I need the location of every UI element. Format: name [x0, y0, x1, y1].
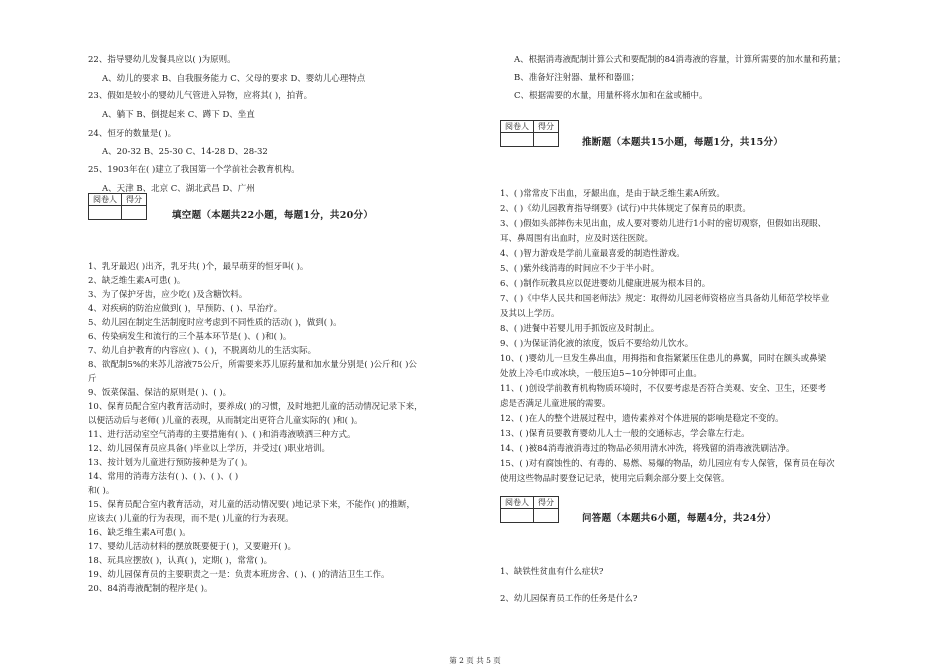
question-line: 25、1903年在( )建立了我国第一个学前社会教育机构。 [88, 165, 300, 175]
question-line: 20、84消毒液配制的程序是( )。 [88, 584, 213, 594]
question-line: 7、幼儿自护教育的内容应( )、( )，不脱离幼儿的生活实际。 [88, 346, 317, 356]
question-options: A、根据消毒液配制计算公式和要配制的84消毒液的容量，计算所需要的加水量和药量； [514, 55, 846, 65]
score-label: 得分 [534, 497, 559, 509]
question-options: B、准备好注射器、量杯和器皿； [514, 73, 640, 83]
question-line: 4、( )智力游戏是学前儿童最喜爱的制造性游戏。 [500, 249, 685, 259]
grader-cell [501, 509, 534, 523]
question-line: 14、常用的消毒方法有( )、( )、( )、( ) [88, 472, 239, 482]
question-line: 16、缺乏维生素A可患( )。 [88, 528, 191, 538]
question-line: 5、幼儿园在制定生活制度时应考虑到不同性质的活动( )，做到( )。 [88, 318, 342, 328]
question-line: 13、( )保育员要教育婴幼儿人士一般的交通标志，学会靠左行走。 [500, 429, 750, 439]
grader-label: 阅卷人 [501, 497, 534, 509]
score-cell [534, 133, 559, 147]
grader-label: 阅卷人 [501, 121, 534, 133]
question-line: 8、欲配制5%的来苏儿溶液75公斤，所需要来苏儿原药量和加水量分别是( )公斤和( )公 [88, 360, 417, 370]
question-line: 2、缺乏维生素A可患( )。 [88, 276, 186, 286]
question-line: 以便活动后与老师( )儿童的表现，从而制定出更符合儿童实际的( )和( )。 [88, 416, 363, 426]
question-line: 10、保育员配合室内教育活动时，要养成( )的习惯，及时地把儿童的活动情况记录下来， [88, 402, 423, 412]
section-title: 推断题（本题共15小题，每题1分，共15分） [582, 137, 784, 148]
question-options: C、根据需要的水量，用量杯将水加和在盆或桶中。 [514, 91, 708, 101]
question-line: 1、乳牙最迟( )出齐，乳牙共( )个，最早萌芽的恒牙叫( )。 [88, 262, 309, 272]
question-line: 7、( )《中华人民共和国老师法》规定：取得幼儿园老师资格应当具备幼儿师范学校毕业 [500, 294, 830, 304]
question-line: 12、幼儿园保育员应具备( )毕业以上学历，并受过( )职业培训。 [88, 444, 330, 454]
question-options: A、20-32 B、25-30 C、14-28 D、28-32 [102, 147, 268, 157]
question-options: A、躺下 B、倒提起来 C、蹲下 D、坐直 [102, 110, 255, 120]
grader-score-box [500, 496, 559, 523]
question-line: 处放上冷毛巾或冰块，一般压迫5~10分钟即可止血。 [500, 369, 702, 379]
question-line: 22、指导婴幼儿发餐具应以( )为原则。 [88, 55, 236, 65]
question-line: 1、缺铁性贫血有什么症状? [500, 567, 604, 577]
question-line: 和( )。 [88, 486, 115, 496]
question-line: 及其以上学历。 [500, 309, 560, 319]
judge-section-header [500, 120, 860, 154]
question-options: A、幼儿的要求 B、自我服务能力 C、父母的要求 D、婴幼儿心理特点 [102, 74, 366, 84]
grader-score-box [500, 120, 559, 147]
fill-section-header [88, 193, 388, 227]
question-line: 11、进行活动室空气消毒的主要措施有( )、( )和消毒液喷洒三种方式。 [88, 430, 356, 440]
question-line: 使用这些物品时要登记记录，使用完后剩余部分要上交保管。 [500, 474, 730, 484]
question-line: 3、为了保护牙齿，应少吃( )及含糖饮料。 [88, 290, 248, 300]
question-line: 3、( )假如头部摔伤未见出血，成人要对婴幼儿进行1小时的密切观察，但假如出现眼、 [500, 219, 827, 229]
question-line: 23、假如是较小的婴幼儿气管进入异物，应将其( )，拍背。 [88, 91, 313, 101]
question-line: 11、( )创设学前教育机构物质环境时，不仅要考虑是否符合美观、安全、卫生，还要考 [500, 384, 827, 394]
question-line: 斤 [88, 374, 97, 384]
question-line: 18、玩具应摆放( )，认真( )，定期( )，常常( )。 [88, 556, 273, 566]
question-line: 1、( )常常皮下出血，牙龈出血，是由于缺乏维生素A所致。 [500, 189, 725, 199]
question-line: 虑是否满足儿童进展的需要。 [500, 399, 611, 409]
question-line: 6、( )制作玩教具应以促进婴幼儿健康进展为根本目的。 [500, 279, 711, 289]
question-line: 19、幼儿园保育员的主要职责之一是：负责本班房舍、( )、( )的清洁卫生工作。 [88, 570, 390, 580]
question-line: 8、( )进餐中若婴儿用手抓饭应及时制止。 [500, 324, 660, 334]
question-line: 12、( )在人的整个进展过程中，遗传素养对个体进展的影响是稳定不变的。 [500, 414, 784, 424]
question-line: 5、( )紫外线消毒的时间应不少于半小时。 [500, 264, 660, 274]
question-line: 2、( )《幼儿园教育指导纲要》(试行)中共体规定了保育员的职责。 [500, 204, 751, 214]
question-line: 13、按计划为儿童进行预防接种是为了( )。 [88, 458, 253, 468]
score-cell [534, 509, 559, 523]
question-line: 10、( )婴幼儿一旦发生鼻出血，用拇指和食指紧紧压住患儿的鼻翼，同时在额头或鼻梁 [500, 354, 827, 364]
score-label: 得分 [122, 194, 147, 206]
question-line: 6、传染病发生和流行的三个基本环节是( )、( )和( )。 [88, 332, 292, 342]
score-cell [122, 206, 147, 220]
grader-label: 阅卷人 [89, 194, 122, 206]
question-line: 2、幼儿园保育员工作的任务是什么? [500, 594, 638, 604]
question-line: 15、保育员配合室内教育活动，对儿童的活动情况要( )地记录下来，不能作( )的推断， [88, 500, 415, 510]
qa-section-header [500, 496, 860, 530]
question-line: 15、( )对有腐蚀性的、有毒的、易燃、易爆的物品，幼儿园应有专人保管，保育员在每次 [500, 459, 835, 469]
question-line: 17、婴幼儿活动材料的摆放既要便于( )，又要避开( )。 [88, 542, 296, 552]
score-label: 得分 [534, 121, 559, 133]
question-line: 14、( )被84消毒液消毒过的物品必须用清水冲洗，将残留的消毒液洗刷洁净。 [500, 444, 795, 454]
question-line: 9、( )为保证消化液的浓度，饭后不要给幼儿饮水。 [500, 339, 694, 349]
question-options: A、天津 B、北京 C、湖北武昌 D、广州 [102, 184, 255, 194]
question-line: 9、饭菜保温、保洁的原则是( )、( )。 [88, 388, 232, 398]
grader-cell [501, 133, 534, 147]
section-title: 填空题（本题共22小题，每题1分，共20分） [172, 210, 374, 221]
section-title: 问答题（本题共6小题，每题4分，共24分） [582, 513, 777, 524]
question-line: 耳、鼻周围有出血时，应及时送往医院。 [500, 234, 654, 244]
question-line: 应该去( )儿童的行为表现，而不是( )儿童的行为表现。 [88, 514, 294, 524]
question-line: 4、对疾病的防治应做到( )，早预防、( )、早治疗。 [88, 304, 283, 314]
page-number: 第 2 页 共 5 页 [449, 656, 501, 665]
question-line: 24、恒牙的数量是( )。 [88, 129, 177, 139]
grader-cell [89, 206, 122, 220]
grader-score-box [88, 193, 147, 220]
